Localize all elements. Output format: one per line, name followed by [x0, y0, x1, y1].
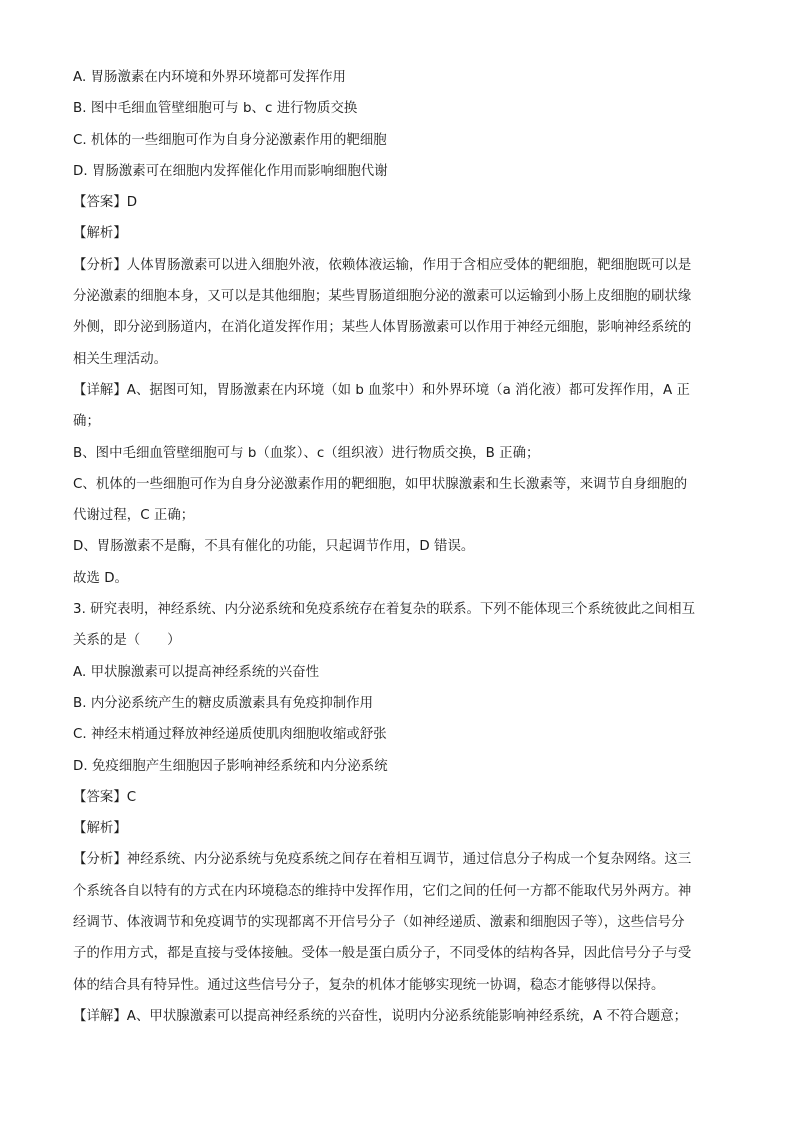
q3-fenxi-line-5: 体的结合具有特异性。通过这些信号分子，复杂的机体才能够实现统一协调，稳态才能够得以保持。 — [73, 977, 665, 993]
q3-option-a: A. 甲状腺激素可以提高神经系统的兴奋性 — [73, 664, 320, 680]
q2-detail-line-1: 【详解】A、据图可知，胃肠激素在内环境（如 b 血浆中）和外界环境（a 消化液）都可发挥作用，A 正 — [73, 382, 690, 398]
q2-detail-line-6: D、胃肠激素不是酶，不具有催化的功能，只起调节作用，D 错误。 — [73, 539, 475, 555]
q3-fenxi-line-2: 个系统各自以特有的方式在内环境稳态的维持中发挥作用，它们之间的任何一方都不能取代另外两方。神 — [73, 883, 692, 899]
q3-fenxi-line-3: 经调节、体液调节和免疫调节的实现都离不开信号分子（如神经递质、激素和细胞因子等），这些信号分 — [73, 915, 685, 931]
fenxi-tag: 【分析】 — [73, 257, 127, 273]
q3-option-c: C. 神经末梢通过释放神经递质使肌肉细胞收缩或舒张 — [73, 727, 387, 743]
q2-option-d: D. 胃肠激素可在细胞内发挥催化作用而影响细胞代谢 — [73, 163, 388, 179]
q2-detail-line-7: 故选 D。 — [73, 570, 128, 586]
q2-fenxi-line-2: 分泌激素的细胞本身，又可以是其他细胞；某些胃肠道细胞分泌的激素可以运输到小肠上皮细胞的刷状缘 — [73, 289, 692, 305]
q2-option-b: B. 图中毛细血管壁细胞可与 b、c 进行物质交换 — [73, 101, 358, 117]
q3-fenxi-line-4: 子的作用方式，都是直接与受体接触。受体一般是蛋白质分子，不同受体的结构各异，因此信号分子与受 — [73, 946, 692, 962]
q3-option-b: B. 内分泌系统产生的糖皮质激素具有免疫抑制作用 — [73, 695, 374, 711]
q2-answer — [73, 187, 733, 218]
q3-fenxi-line-1: 【分析】神经系统、内分泌系统与免疫系统之间存在着相互调节，通过信息分子构成一个复杂网络。这三 — [73, 852, 692, 868]
q3-stem-line-2: 关系的是（ ） — [73, 633, 181, 649]
q3-detail-line-1: 【详解】A、甲状腺激素可以提高神经系统的兴奋性，说明内分泌系统能影响神经系统，A 不符合题意； — [73, 1008, 688, 1024]
q2-fenxi-line-1: 【分析】人体胃肠激素可以进入细胞外液，依赖体液运输，作用于含相应受体的靶细胞，靶细胞既可以是 — [73, 257, 692, 273]
q2-option-a: A. 胃肠激素在内环境和外界环境都可发挥作用 — [73, 70, 346, 85]
q3-stem-line-1: 3. 研究表明，神经系统、内分泌系统和免疫系统存在着复杂的联系。下列不能体现三个系统彼此之间相互 — [73, 602, 696, 618]
q3-answer — [73, 782, 733, 813]
q3-analysis-heading: 【解析】 — [73, 821, 127, 837]
q2-detail-line-5: 代谢过程，C 正确； — [73, 508, 195, 524]
q2-detail-line-3: B、图中毛细血管壁细胞可与 b（血浆）、c（组织液）进行物质交换，B 正确； — [73, 445, 540, 461]
detail-tag: 【详解】 — [73, 1008, 127, 1024]
fenxi-tag: 【分析】 — [73, 852, 127, 868]
q2-detail-line-2: 确； — [73, 414, 100, 430]
detail-tag: 【详解】 — [73, 382, 127, 398]
q2-option-c: C. 机体的一些细胞可作为自身分泌激素作用的靶细胞 — [73, 132, 387, 148]
q2-analysis-heading: 【解析】 — [73, 226, 127, 242]
q3-option-d: D. 免疫细胞产生细胞因子影响神经系统和内分泌系统 — [73, 758, 388, 774]
q2-fenxi-line-3: 外侧，即分泌到肠道内，在消化道发挥作用；某些人体胃肠激素可以作用于神经元细胞，影响神经系统的 — [73, 320, 692, 336]
q2-fenxi-line-4: 相关生理活动。 — [73, 351, 168, 367]
answer-value: C — [126, 789, 137, 805]
document-page — [73, 62, 733, 1032]
answer-value: D — [126, 195, 138, 211]
q2-detail-line-4: C、机体的一些细胞可作为自身分泌激素作用的靶细胞，如甲状腺激素和生长激素等，来调节自身细胞的 — [73, 476, 688, 492]
answer-tag: 【答案】 — [73, 195, 127, 211]
answer-tag: 【答案】 — [73, 789, 127, 805]
